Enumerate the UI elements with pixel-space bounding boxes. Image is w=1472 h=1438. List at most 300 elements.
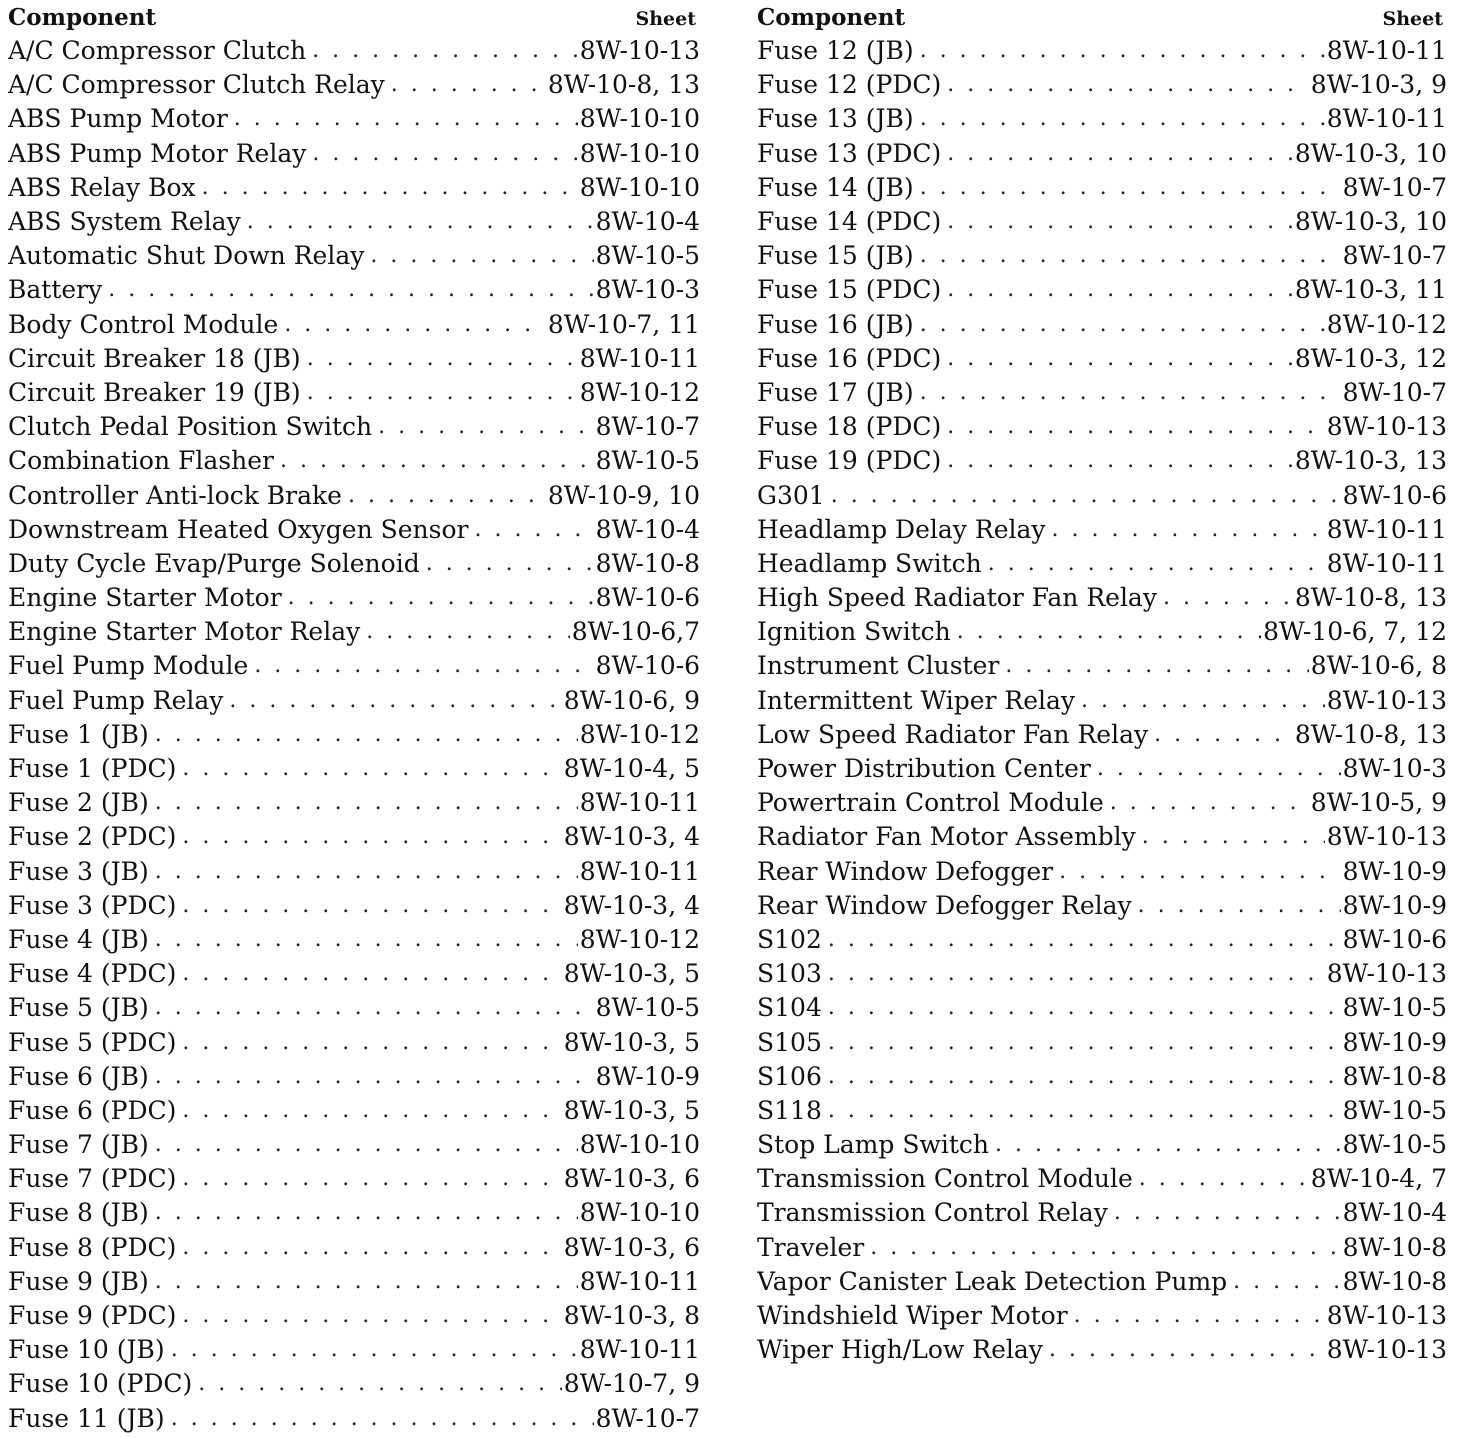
leader-dots — [288, 581, 594, 615]
component-name: S102 — [757, 924, 822, 954]
leader-dots — [307, 342, 578, 376]
sheet-reference: 8W-10-5 — [595, 446, 700, 476]
index-row — [757, 1231, 1447, 1265]
index-row — [757, 684, 1447, 718]
component-name: A/C Compressor Clutch — [8, 36, 307, 66]
component-name: Windshield Wiper Motor — [757, 1301, 1068, 1331]
index-row — [8, 68, 700, 102]
sheet-reference: 8W-10-4 — [595, 514, 700, 544]
component-name: Instrument Cluster — [757, 651, 1000, 681]
sheet-reference: 8W-10-8 — [1342, 1232, 1447, 1262]
index-row — [757, 1196, 1447, 1230]
component-name: Fuse 4 (PDC) — [8, 959, 177, 989]
leader-dots — [370, 239, 593, 273]
sheet-reference: 8W-10-3, 13 — [1294, 446, 1447, 476]
index-row — [757, 376, 1447, 410]
leader-dots — [234, 102, 578, 136]
component-name: Radiator Fan Motor Assembly — [757, 822, 1136, 852]
index-row — [8, 581, 700, 615]
component-name: Circuit Breaker 19 (JB) — [8, 377, 301, 407]
index-row — [8, 684, 700, 718]
leader-dots — [182, 889, 561, 923]
sheet-reference: 8W-10-10 — [579, 172, 700, 202]
sheet-reference: 8W-10-9 — [595, 1061, 700, 1091]
sheet-reference: 8W-10-10 — [579, 104, 700, 134]
sheet-reference: 8W-10-3, 4 — [563, 822, 700, 852]
leader-dots — [182, 820, 561, 854]
leader-dots — [920, 376, 1341, 410]
index-row — [757, 718, 1447, 752]
component-name: S118 — [757, 1095, 822, 1125]
sheet-reference: 8W-10-11 — [579, 788, 700, 818]
index-row — [8, 889, 700, 923]
sheet-reference: 8W-10-13 — [1326, 412, 1447, 442]
component-name: Clutch Pedal Position Switch — [8, 412, 373, 442]
component-name: Fuse 9 (PDC) — [8, 1301, 177, 1331]
leader-dots — [171, 1333, 578, 1367]
index-row — [8, 1094, 700, 1128]
component-name: Fuse 13 (PDC) — [757, 138, 942, 168]
index-row — [757, 342, 1447, 376]
component-name: Fuel Pump Module — [8, 651, 249, 681]
index-row — [757, 1333, 1447, 1367]
leader-dots — [312, 137, 577, 171]
index-row — [8, 137, 700, 171]
leader-dots — [280, 444, 594, 478]
component-name: Fuse 7 (JB) — [8, 1130, 149, 1160]
leader-dots — [312, 34, 578, 68]
sheet-reference: 8W-10-7 — [1342, 241, 1447, 271]
component-name: Body Control Module — [8, 309, 279, 339]
index-row — [8, 410, 700, 444]
component-name: Combination Flasher — [8, 446, 274, 476]
index-row — [757, 649, 1447, 683]
sheet-reference: 8W-10-3 — [595, 275, 700, 305]
leader-dots — [1110, 786, 1309, 820]
index-row — [8, 478, 700, 512]
index-row — [8, 1402, 700, 1436]
sheet-reference: 8W-10-3, 10 — [1294, 207, 1447, 237]
component-name: ABS System Relay — [8, 207, 241, 237]
leader-dots — [870, 1231, 1340, 1265]
component-name: Power Distribution Center — [757, 754, 1091, 784]
sheet-reference: 8W-10-12 — [1326, 309, 1447, 339]
sheet-reference: 8W-10-3, 6 — [563, 1164, 700, 1194]
index-row — [757, 273, 1447, 307]
component-name: G301 — [757, 480, 825, 510]
component-name: Fuse 1 (PDC) — [8, 754, 177, 784]
index-row — [8, 1333, 700, 1367]
component-name: Fuse 15 (PDC) — [757, 275, 942, 305]
index-row — [8, 513, 700, 547]
component-name: Wiper High/Low Relay — [757, 1335, 1043, 1365]
index-row — [8, 1196, 700, 1230]
sheet-reference: 8W-10-3, 6 — [563, 1232, 700, 1262]
index-row — [757, 923, 1447, 957]
leader-dots — [947, 444, 1293, 478]
index-row — [757, 1162, 1447, 1196]
sheet-reference: 8W-10-4 — [1342, 1198, 1447, 1228]
sheet-reference: 8W-10-9, 10 — [547, 480, 700, 510]
sheet-reference: 8W-10-11 — [579, 1266, 700, 1296]
index-row — [757, 34, 1447, 68]
sheet-reference: 8W-10-13 — [579, 36, 700, 66]
leader-dots — [391, 68, 546, 102]
leader-dots — [378, 410, 593, 444]
column-header — [8, 0, 700, 34]
component-name: Fuse 2 (JB) — [8, 788, 149, 818]
component-name: Circuit Breaker 18 (JB) — [8, 343, 301, 373]
leader-dots — [155, 923, 578, 957]
leader-dots — [254, 649, 593, 683]
sheet-reference: 8W-10-3, 5 — [563, 1095, 700, 1125]
component-name: Rear Window Defogger Relay — [757, 890, 1132, 920]
index-row — [8, 1299, 700, 1333]
index-row — [8, 376, 700, 410]
leader-dots — [995, 1128, 1341, 1162]
index-row — [8, 991, 700, 1025]
index-row — [8, 786, 700, 820]
sheet-reference: 8W-10-3, 12 — [1294, 343, 1447, 373]
index-row — [757, 513, 1447, 547]
index-row — [8, 205, 700, 239]
index-row — [757, 855, 1447, 889]
component-name: Vapor Canister Leak Detection Pump — [757, 1266, 1228, 1296]
component-name: Fuse 1 (JB) — [8, 719, 149, 749]
index-row — [8, 649, 700, 683]
sheet-reference: 8W-10-6, 8 — [1310, 651, 1447, 681]
component-name: Fuse 6 (JB) — [8, 1061, 149, 1091]
index-row — [757, 137, 1447, 171]
sheet-reference: 8W-10-11 — [1326, 104, 1447, 134]
index-row — [8, 1025, 700, 1059]
sheet-reference: 8W-10-3 — [1342, 754, 1447, 784]
index-row — [757, 1299, 1447, 1333]
leader-dots — [947, 410, 1324, 444]
index-row — [757, 68, 1447, 102]
component-name: Fuse 14 (PDC) — [757, 207, 942, 237]
leader-dots — [1139, 1162, 1309, 1196]
sheet-reference: 8W-10-10 — [579, 1198, 700, 1228]
leader-dots — [198, 1367, 562, 1401]
sheet-reference: 8W-10-7, 11 — [547, 309, 700, 339]
index-row — [8, 1162, 700, 1196]
component-name: Fuse 14 (JB) — [757, 172, 914, 202]
sheet-reference: 8W-10-6 — [1342, 924, 1447, 954]
left-index-column — [8, 0, 700, 1436]
sheet-reference: 8W-10-11 — [1326, 548, 1447, 578]
leader-dots — [426, 547, 594, 581]
index-row — [757, 239, 1447, 273]
index-row — [8, 1060, 700, 1094]
sheet-reference: 8W-10-8, 13 — [1294, 719, 1447, 749]
component-name: Fuse 3 (PDC) — [8, 890, 177, 920]
leader-dots — [182, 957, 561, 991]
component-name: ABS Relay Box — [8, 172, 196, 202]
index-row — [757, 171, 1447, 205]
leader-dots — [831, 479, 1341, 513]
index-row — [757, 410, 1447, 444]
index-row — [757, 1060, 1447, 1094]
index-row — [757, 991, 1447, 1025]
leader-dots — [155, 1060, 594, 1094]
component-name: S103 — [757, 959, 822, 989]
leader-dots — [957, 615, 1261, 649]
component-name: A/C Compressor Clutch Relay — [8, 70, 385, 100]
leader-dots — [828, 923, 1341, 957]
index-row — [757, 1094, 1447, 1128]
component-name: Stop Lamp Switch — [757, 1130, 990, 1160]
index-row — [8, 718, 700, 752]
sheet-reference: 8W-10-6 — [595, 583, 700, 613]
sheet-reference: 8W-10-7 — [595, 412, 700, 442]
sheet-reference: 8W-10-11 — [579, 343, 700, 373]
index-row — [8, 102, 700, 136]
component-name: Fuse 5 (JB) — [8, 993, 149, 1023]
sheet-reference: 8W-10-7, 9 — [563, 1369, 700, 1399]
component-name: S104 — [757, 993, 822, 1023]
leader-dots — [828, 1094, 1341, 1128]
component-name: Automatic Shut Down Relay — [8, 241, 365, 271]
index-row — [8, 239, 700, 273]
sheet-reference: 8W-10-7 — [1342, 377, 1447, 407]
sheet-reference: 8W-10-6 — [595, 651, 700, 681]
index-row — [757, 889, 1447, 923]
leader-dots — [155, 786, 578, 820]
sheet-reference: 8W-10-6, 9 — [563, 685, 700, 715]
index-row — [8, 273, 700, 307]
sheet-reference: 8W-10-5 — [595, 241, 700, 271]
sheet-reference: 8W-10-8 — [1342, 1061, 1447, 1091]
component-name: Fuse 4 (JB) — [8, 924, 149, 954]
index-row — [8, 957, 700, 991]
sheet-reference: 8W-10-8, 13 — [547, 70, 700, 100]
component-name: S106 — [757, 1061, 822, 1091]
component-name: Fuse 2 (PDC) — [8, 822, 177, 852]
index-row — [8, 820, 700, 854]
index-row — [757, 444, 1447, 478]
sheet-reference: 8W-10-4, 7 — [1310, 1164, 1447, 1194]
leader-dots — [366, 615, 570, 649]
leader-dots — [828, 1026, 1341, 1060]
sheet-reference: 8W-10-5 — [1342, 1095, 1447, 1125]
leader-dots — [1097, 752, 1341, 786]
leader-dots — [920, 171, 1341, 205]
index-row — [8, 1128, 700, 1162]
leader-dots — [1059, 855, 1341, 889]
index-row — [757, 957, 1447, 991]
right-index-column — [757, 0, 1447, 1367]
component-name: Fuse 17 (JB) — [757, 377, 914, 407]
index-row — [757, 308, 1447, 342]
component-name: Fuse 19 (PDC) — [757, 446, 942, 476]
leader-dots — [1138, 889, 1341, 923]
leader-dots — [920, 102, 1325, 136]
component-name: Low Speed Radiator Fan Relay — [757, 719, 1149, 749]
leader-dots — [108, 273, 593, 307]
index-row — [8, 1265, 700, 1299]
sheet-reference: 8W-10-5, 9 — [1310, 788, 1447, 818]
index-row — [757, 1265, 1447, 1299]
leader-dots — [307, 376, 578, 410]
leader-dots — [229, 684, 561, 718]
sheet-reference: 8W-10-9 — [1342, 890, 1447, 920]
leader-dots — [247, 205, 594, 239]
index-row — [8, 615, 700, 649]
leader-dots — [284, 308, 546, 342]
sheet-reference: 8W-10-11 — [1326, 514, 1447, 544]
index-row — [757, 102, 1447, 136]
component-heading: Component — [8, 4, 157, 31]
component-name: Fuel Pump Relay — [8, 685, 224, 715]
component-name: ABS Pump Motor — [8, 104, 228, 134]
leader-dots — [155, 1265, 578, 1299]
leader-dots — [1233, 1265, 1340, 1299]
sheet-reference: 8W-10-7 — [1342, 172, 1447, 202]
leader-dots — [920, 34, 1325, 68]
sheet-reference: 8W-10-6, 7, 12 — [1263, 617, 1447, 647]
sheet-reference: 8W-10-11 — [579, 1335, 700, 1365]
component-name: Fuse 12 (PDC) — [757, 70, 942, 100]
sheet-reference: 8W-10-8 — [595, 548, 700, 578]
component-name: Downstream Heated Oxygen Sensor — [8, 514, 469, 544]
component-name: Duty Cycle Evap/Purge Solenoid — [8, 548, 420, 578]
sheet-reference: 8W-10-3, 9 — [1310, 70, 1447, 100]
sheet-reference: 8W-10-12 — [579, 719, 700, 749]
leader-dots — [182, 1026, 561, 1060]
sheet-reference: 8W-10-9 — [1342, 856, 1447, 886]
index-row — [8, 342, 700, 376]
sheet-reference: 8W-10-5 — [1342, 993, 1447, 1023]
leader-dots — [947, 137, 1293, 171]
sheet-reference: 8W-10-13 — [1326, 959, 1447, 989]
leader-dots — [155, 855, 578, 889]
leader-dots — [1154, 718, 1293, 752]
component-name: Fuse 5 (PDC) — [8, 1027, 177, 1057]
sheet-reference: 8W-10-3, 10 — [1294, 138, 1447, 168]
column-header — [757, 0, 1447, 34]
leader-dots — [171, 1402, 594, 1436]
leader-dots — [475, 513, 594, 547]
component-name: Fuse 10 (PDC) — [8, 1369, 193, 1399]
sheet-reference: 8W-10-3, 5 — [563, 1027, 700, 1057]
index-row — [8, 308, 700, 342]
leader-dots — [947, 68, 1309, 102]
sheet-reference: 8W-10-9 — [1342, 1027, 1447, 1057]
component-name: Fuse 13 (JB) — [757, 104, 914, 134]
component-heading: Component — [757, 4, 906, 31]
leader-dots — [155, 718, 578, 752]
leader-dots — [1114, 1196, 1341, 1230]
index-row — [757, 1025, 1447, 1059]
sheet-reference: 8W-10-4 — [595, 207, 700, 237]
index-row — [8, 855, 700, 889]
sheet-heading: Sheet — [635, 8, 696, 30]
sheet-reference: 8W-10-12 — [579, 377, 700, 407]
leader-dots — [1005, 649, 1308, 683]
leader-dots — [1081, 684, 1325, 718]
left-index-rows — [8, 34, 700, 1436]
leader-dots — [182, 1094, 561, 1128]
sheet-reference: 8W-10-5 — [1342, 1130, 1447, 1160]
leader-dots — [182, 1231, 561, 1265]
component-name: Fuse 6 (PDC) — [8, 1095, 177, 1125]
leader-dots — [920, 308, 1325, 342]
component-name: Engine Starter Motor Relay — [8, 617, 361, 647]
component-name: Intermittent Wiper Relay — [757, 685, 1076, 715]
index-row — [757, 581, 1447, 615]
leader-dots — [202, 171, 578, 205]
index-row — [757, 478, 1447, 512]
sheet-reference: 8W-10-13 — [1326, 822, 1447, 852]
sheet-reference: 8W-10-11 — [579, 856, 700, 886]
component-name: S105 — [757, 1027, 822, 1057]
leader-dots — [155, 991, 594, 1025]
index-row — [8, 171, 700, 205]
index-row — [757, 752, 1447, 786]
sheet-reference: 8W-10-8 — [1342, 1266, 1447, 1296]
component-name: High Speed Radiator Fan Relay — [757, 583, 1157, 613]
index-row — [757, 615, 1447, 649]
leader-dots — [828, 991, 1341, 1025]
sheet-reference: 8W-10-11 — [1326, 36, 1447, 66]
component-name: Headlamp Switch — [757, 548, 982, 578]
sheet-reference: 8W-10-4, 5 — [563, 754, 700, 784]
sheet-reference: 8W-10-5 — [595, 993, 700, 1023]
leader-dots — [947, 205, 1293, 239]
sheet-reference: 8W-10-13 — [1326, 1301, 1447, 1331]
index-row — [8, 923, 700, 957]
index-row — [8, 444, 700, 478]
component-name: Fuse 16 (JB) — [757, 309, 914, 339]
sheet-reference: 8W-10-7 — [595, 1403, 700, 1433]
component-name: Ignition Switch — [757, 617, 951, 647]
sheet-reference: 8W-10-3, 4 — [563, 890, 700, 920]
component-name: Fuse 12 (JB) — [757, 36, 914, 66]
index-row — [757, 205, 1447, 239]
leader-dots — [182, 752, 561, 786]
sheet-reference: 8W-10-12 — [579, 924, 700, 954]
leader-dots — [155, 1128, 578, 1162]
component-name: Transmission Control Module — [757, 1164, 1133, 1194]
component-name: Headlamp Delay Relay — [757, 514, 1046, 544]
component-name: Battery — [8, 275, 103, 305]
index-row — [8, 752, 700, 786]
leader-dots — [947, 342, 1293, 376]
sheet-reference: 8W-10-13 — [1326, 685, 1447, 715]
sheet-reference: 8W-10-8, 13 — [1294, 583, 1447, 613]
index-row — [8, 1367, 700, 1401]
sheet-reference: 8W-10-3, 8 — [563, 1301, 700, 1331]
sheet-reference: 8W-10-10 — [579, 1130, 700, 1160]
component-name: ABS Pump Motor Relay — [8, 138, 307, 168]
leader-dots — [828, 1060, 1341, 1094]
leader-dots — [1049, 1333, 1325, 1367]
leader-dots — [920, 239, 1341, 273]
component-name: Fuse 3 (JB) — [8, 856, 149, 886]
component-name: Fuse 15 (JB) — [757, 241, 914, 271]
leader-dots — [1052, 513, 1325, 547]
component-name: Fuse 10 (JB) — [8, 1335, 165, 1365]
index-row — [757, 820, 1447, 854]
leader-dots — [1142, 820, 1325, 854]
index-row — [757, 547, 1447, 581]
sheet-reference: 8W-10-6 — [1342, 480, 1447, 510]
sheet-reference: 8W-10-3, 11 — [1294, 275, 1447, 305]
component-name: Fuse 8 (PDC) — [8, 1232, 177, 1262]
leader-dots — [988, 547, 1325, 581]
sheet-reference: 8W-10-10 — [579, 138, 700, 168]
